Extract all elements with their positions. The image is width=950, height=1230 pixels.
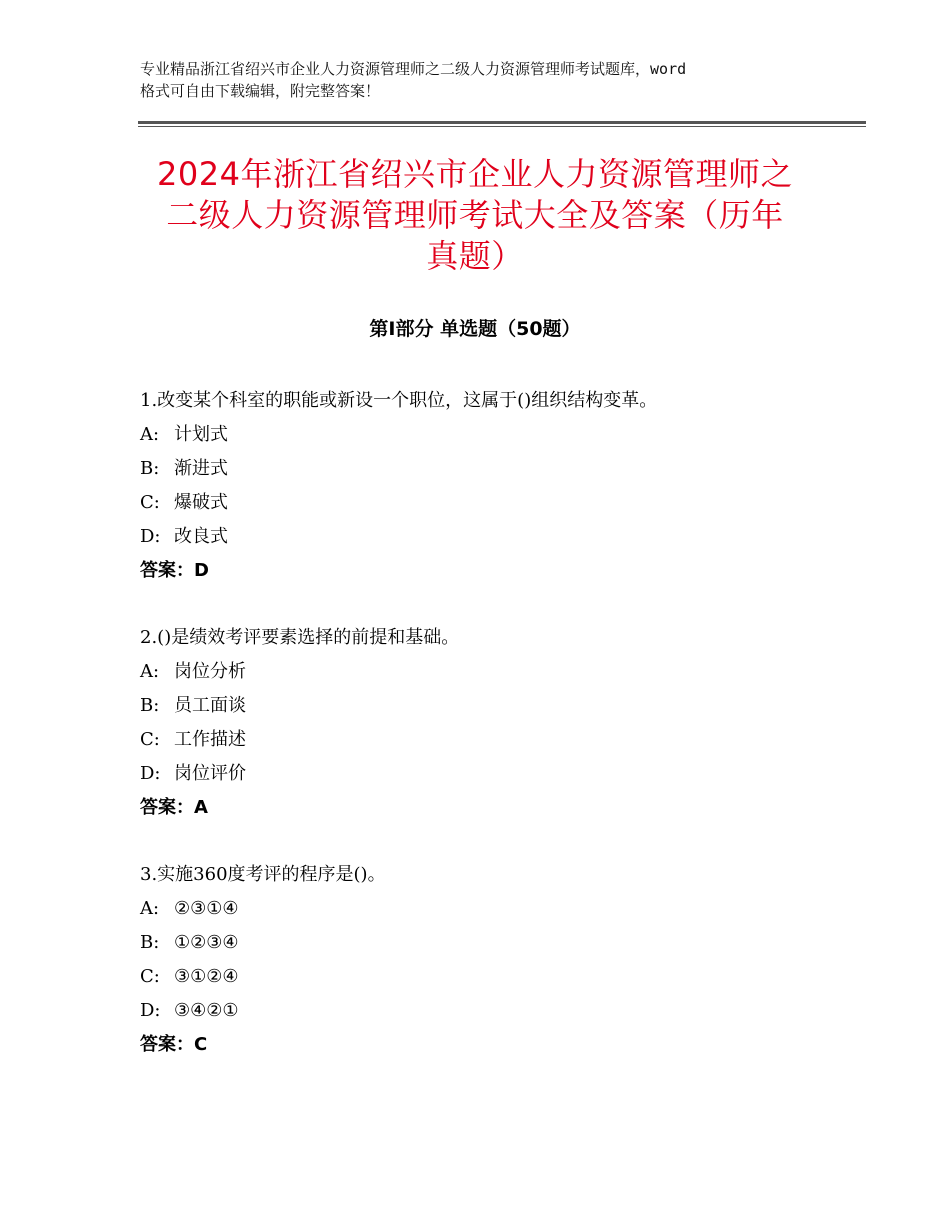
option-letter: B: xyxy=(140,932,160,953)
question-option-b xyxy=(140,689,840,723)
header-note xyxy=(140,58,830,102)
question-stem: 2.()是绩效考评要素选择的前提和基础。 xyxy=(140,627,460,648)
question-option-c xyxy=(140,960,840,994)
document-title-line-3: 真题） xyxy=(426,237,524,275)
option-letter: A: xyxy=(140,661,160,682)
question-list xyxy=(140,384,840,1095)
question-answer: 答案：C xyxy=(140,1034,208,1055)
question-answer: 答案：D xyxy=(140,560,209,581)
option-text: 渐进式 xyxy=(174,458,228,479)
header-note-line-2: 格式可自由下载编辑，附完整答案！ xyxy=(140,82,381,100)
option-text: 岗位评价 xyxy=(174,763,246,784)
question-item xyxy=(140,384,840,588)
question-option-b xyxy=(140,452,840,486)
question-item xyxy=(140,621,840,825)
option-text: 计划式 xyxy=(174,424,228,445)
option-text: 工作描述 xyxy=(174,729,246,750)
option-text: 员工面谈 xyxy=(174,695,246,716)
question-item xyxy=(140,858,840,1062)
option-text: 岗位分析 xyxy=(174,661,246,682)
question-option-a xyxy=(140,418,840,452)
header-divider-thick xyxy=(138,121,866,124)
document-title xyxy=(130,154,820,277)
section-title: 第Ⅰ部分 单选题（50题） xyxy=(369,318,581,340)
option-letter: C: xyxy=(140,492,160,513)
question-stem: 3.实施360度考评的程序是()。 xyxy=(140,864,386,885)
document-title-line-2: 二级人力资源管理师考试大全及答案（历年 xyxy=(166,196,784,234)
option-letter: D: xyxy=(140,763,161,784)
option-text: ③④②① xyxy=(174,1000,239,1021)
question-option-c xyxy=(140,723,840,757)
option-text: ②③①④ xyxy=(174,898,239,919)
option-text: 爆破式 xyxy=(174,492,228,513)
option-letter: A: xyxy=(140,424,160,445)
question-answer: 答案：A xyxy=(140,797,208,818)
document-title-line-1: 2024年浙江省绍兴市企业人力资源管理师之 xyxy=(157,155,793,193)
option-letter: C: xyxy=(140,966,160,987)
question-option-a xyxy=(140,655,840,689)
header-divider-thin xyxy=(138,126,866,127)
question-option-c xyxy=(140,486,840,520)
question-option-d xyxy=(140,994,840,1028)
option-letter: B: xyxy=(140,458,160,479)
option-letter: A: xyxy=(140,898,160,919)
option-text: 改良式 xyxy=(174,526,228,547)
question-option-b xyxy=(140,926,840,960)
question-option-d xyxy=(140,520,840,554)
option-letter: B: xyxy=(140,695,160,716)
question-option-a xyxy=(140,892,840,926)
option-letter: D: xyxy=(140,526,161,547)
question-option-d xyxy=(140,757,840,791)
option-text: ③①②④ xyxy=(174,966,239,987)
option-text: ①②③④ xyxy=(174,932,239,953)
header-note-line-1: 专业精品浙江省绍兴市企业人力资源管理师之二级人力资源管理师考试题库，word xyxy=(140,60,687,78)
option-letter: C: xyxy=(140,729,160,750)
question-stem: 1.改变某个科室的职能或新设一个职位，这属于()组织结构变革。 xyxy=(140,390,658,411)
option-letter: D: xyxy=(140,1000,161,1021)
